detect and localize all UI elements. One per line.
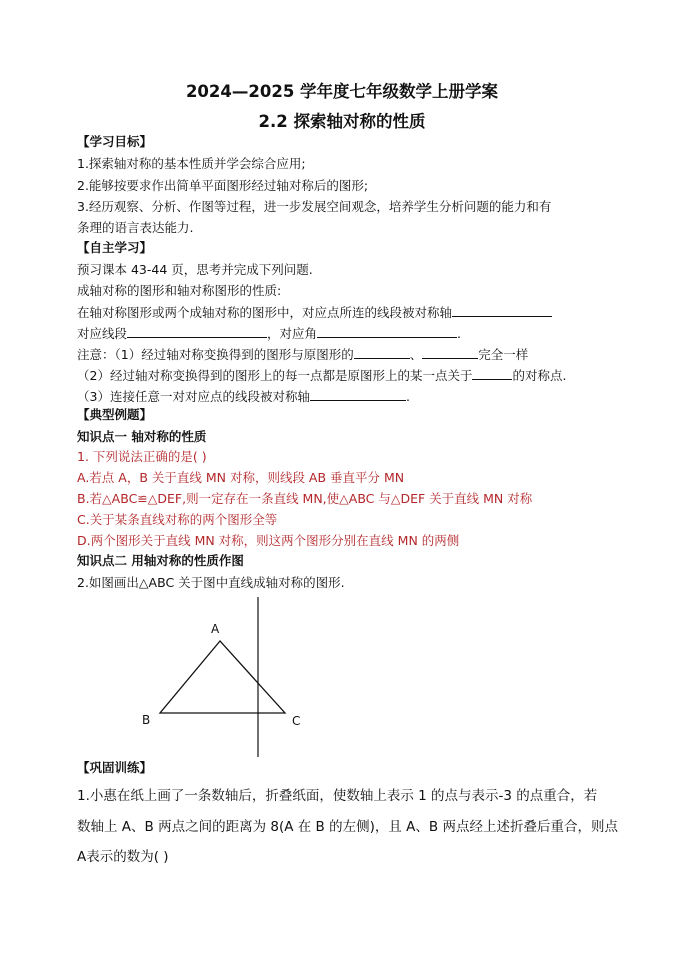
self-study-line-1: 预习课本 43-44 页，思考并完成下列问题. bbox=[77, 262, 313, 277]
self-study-line-3-text: 在轴对称图形或两个成轴对称的图形中，对应点所连的线段被对称轴 bbox=[77, 305, 453, 320]
practice-line-3: A表示的数为( ) bbox=[77, 849, 169, 865]
page-title: 2024—2025 学年度七年级数学上册学案 bbox=[185, 82, 499, 101]
option-c: C.关于某条直线对称的两个图形全等 bbox=[77, 512, 278, 527]
self-study-line-4a: 对应线段 bbox=[77, 326, 128, 341]
practice-line-1: 1.小惠在纸上画了一条数轴后，折叠纸面，使数轴上表示 1 的点与表示-3 的点重合，若 bbox=[77, 788, 598, 804]
goal-item-3a: 3.经历观察、分析、作图等过程，进一步发展空间观念，培养学生分析问题的能力和有 bbox=[77, 199, 552, 214]
option-a: A.若点 A，B 关于直线 MN 对称，则线段 AB 垂直平分 MN bbox=[77, 470, 405, 485]
self-study-heading: 【自主学习】 bbox=[77, 240, 153, 255]
vertex-label-b: B bbox=[142, 713, 151, 727]
examples-heading: 【典型例题】 bbox=[77, 407, 153, 422]
question-2: 2.如图画出△ABC 关于图中直线成轴对称的图形. bbox=[77, 575, 345, 590]
note-3a: （3）连接任意一对对应点的线段被对称轴 bbox=[77, 389, 310, 404]
goal-item-1: 1.探索轴对称的基本性质并学会综合应用; bbox=[77, 156, 306, 171]
triangle-abc bbox=[160, 641, 285, 713]
vertex-label-a: A bbox=[211, 622, 220, 636]
note-1b: 、 bbox=[409, 347, 423, 362]
practice-heading: 【巩固训练】 bbox=[77, 760, 153, 775]
vertex-label-c: C bbox=[292, 714, 301, 728]
goal-item-3b: 条理的语言表达能力. bbox=[77, 220, 194, 235]
note-1a: 注意：（1）经过轴对称变换得到的图形与原图形的 bbox=[77, 347, 354, 362]
self-study-line-4b: ，对应角 bbox=[267, 326, 318, 341]
note-3b: . bbox=[405, 389, 410, 404]
lesson-title: 2.2 探索轴对称的性质 bbox=[258, 112, 426, 131]
option-b: B.若△ABC≌△DEF,则一定存在一条直线 MN,使△ABC 与△DEF 关于直线 MN 对称 bbox=[77, 491, 533, 506]
option-d: D.两个图形关于直线 MN 对称，则这两个图形分别在直线 MN 的两侧 bbox=[77, 533, 460, 548]
self-study-line-4c: . bbox=[457, 326, 462, 341]
question-1: 1. 下列说法正确的是( ) bbox=[77, 449, 207, 464]
goal-item-2: 2.能够按要求作出简单平面图形经过轴对称后的图形; bbox=[77, 178, 369, 193]
practice-line-2: 数轴上 A、B 两点之间的距离为 8(A 在 B 的左侧)，且 A、B 两点经上述折叠后重合，则点 bbox=[77, 819, 618, 835]
note-2b: 的对称点. bbox=[512, 368, 567, 383]
knowledge-point-1: 知识点一 轴对称的性质 bbox=[77, 429, 207, 444]
note-1c: 完全一样 bbox=[478, 347, 529, 362]
knowledge-point-2: 知识点二 用轴对称的性质作图 bbox=[77, 553, 244, 568]
note-2a: （2）经过轴对称变换得到的图形上的每一点都是原图形上的某一点关于 bbox=[77, 368, 473, 383]
goals-heading: 【学习目标】 bbox=[77, 134, 153, 149]
self-study-line-2: 成轴对称的图形和轴对称图形的性质: bbox=[77, 283, 282, 298]
